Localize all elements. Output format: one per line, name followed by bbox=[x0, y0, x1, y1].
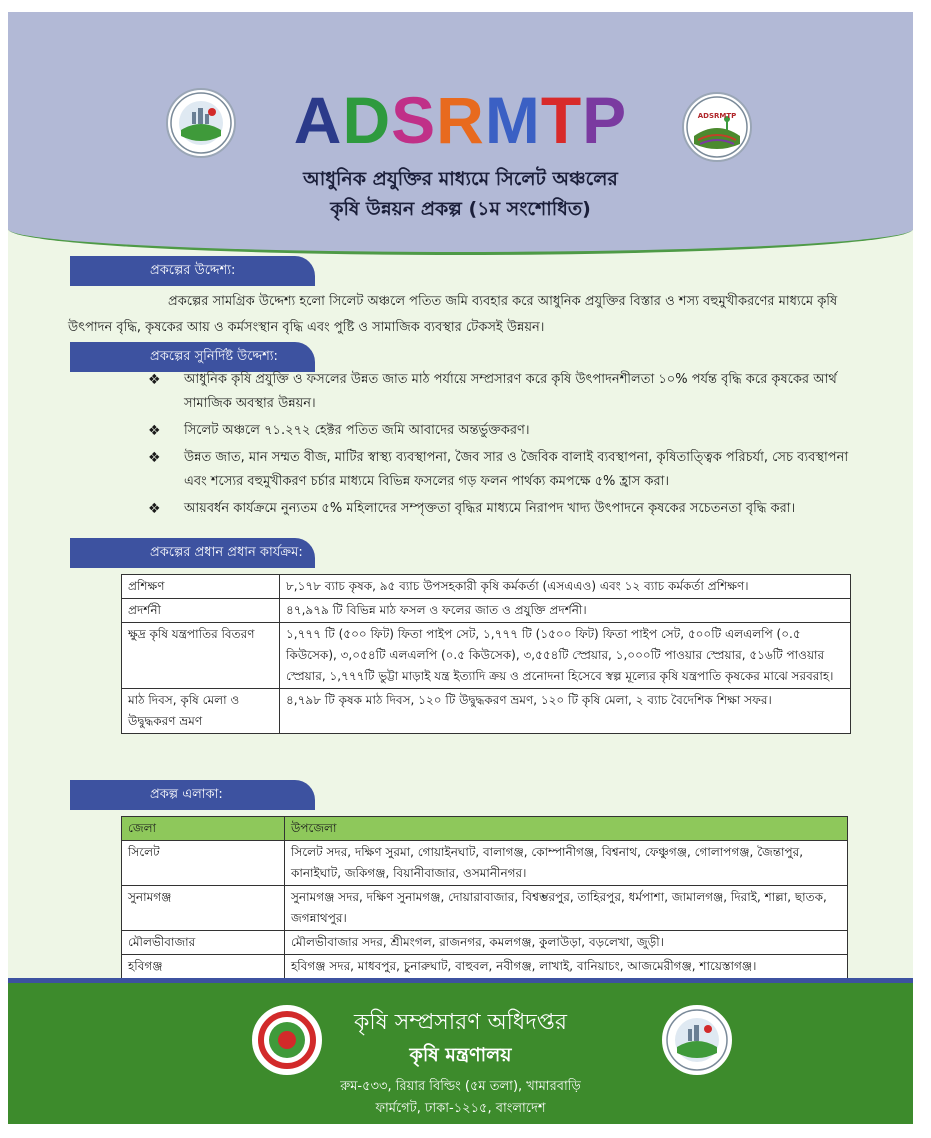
objective-item-text: উন্নত জাত, মান সম্মত বীজ, মাটির স্বাস্থ্য ব্যবস্থাপনা, জৈব সার ও জৈবিক বালাই ব্যবস্থাপনা, কৃষিতাত্ত্বিক পরিচর্যা, সেচ ব্যবস্থাপনা এবং শস্যের বহুমুখীকরণ চর্চার মাধ্যমে বিভিন্ন ফসলের গড় ফলন পার্থক্য কমপক্ষে ৫% হ্রাস করা। bbox=[184, 450, 849, 489]
adsrmtp-logo-right bbox=[682, 92, 752, 162]
table-row bbox=[122, 623, 851, 689]
title-letter: D bbox=[342, 83, 392, 157]
table-row bbox=[122, 575, 851, 599]
row-label-cell: হবিগঞ্জ bbox=[122, 955, 285, 979]
activities-table bbox=[121, 574, 851, 734]
row-value-cell: ৮,১৭৮ ব্যাচ কৃষক, ৯৫ ব্যাচ উপসহকারী কৃষি কর্মকর্তা (এসএএও) এবং ১২ ব্যাচ কর্মকর্তা প্রশিক্ষণ। bbox=[280, 575, 851, 599]
table-header-cell: উপজেলা bbox=[285, 817, 848, 841]
specific-objectives-heading: প্রকল্পের সুনির্দিষ্ট উদ্দেশ্য: bbox=[70, 342, 315, 372]
title-letter: P bbox=[582, 83, 628, 157]
row-value-cell: সিলেট সদর, দক্ষিণ সুরমা, গোয়াইনঘাট, বালাগঞ্জ, কোম্পানীগঞ্জ, বিশ্বনাথ, ফেঞ্চুগঞ্জ, গোলাপগঞ্জ, জৈন্তাপুর, কানাইঘাট, জকিগঞ্জ, বিয়ানীবাজার, ওসমানীনগর। bbox=[285, 841, 848, 886]
project-acronym-title bbox=[8, 82, 913, 158]
diamond-bullet-icon: ❖ bbox=[148, 450, 161, 466]
objective-item-text: সিলেট অঞ্চলে ৭১.২৭২ হেক্টর পতিত জমি আবাদের অন্তর্ভুক্তকরণ। bbox=[184, 423, 530, 438]
objective-item-text: আধুনিক কৃষি প্রযুক্তি ও ফসলের উন্নত জাত মাঠ পর্যায়ে সম্প্রসারণ করে কৃষি উৎপাদনশীলতা ১০% পর্যন্ত বৃদ্ধি করে কৃষকের আর্থ সামাজিক অবস্থার উন্নয়ন। bbox=[184, 372, 837, 411]
objective-list-item bbox=[148, 368, 868, 416]
row-label-cell: ক্ষুদ্র কৃষি যন্ত্রপাতির বিতরণ bbox=[122, 623, 280, 689]
objective-list-item bbox=[148, 446, 868, 494]
table-row bbox=[122, 886, 848, 931]
row-label-cell: প্রশিক্ষণ bbox=[122, 575, 280, 599]
footer-address-line-1: রুম-৫৩৩, রিয়ার বিল্ডিং (৫ম তলা), খামারবাড়ি bbox=[340, 1079, 581, 1094]
row-label-cell: সিলেট bbox=[122, 841, 285, 886]
header-banner bbox=[8, 12, 913, 255]
row-value-cell: মৌলভীবাজার সদর, শ্রীমংগল, রাজনগর, কমলগঞ্জ, কুলাউড়া, বড়লেখা, জুড়ী। bbox=[285, 931, 848, 955]
footer-ministry: কৃষি মন্ত্রণালয় bbox=[409, 1044, 512, 1066]
footer-address-line-2: ফার্মগেট, ঢাকা-১২১৫, বাংলাদেশ bbox=[375, 1101, 546, 1116]
table-header-row bbox=[122, 817, 848, 841]
subtitle-line-1: আধুনিক প্রযুক্তির মাধ্যমে সিলেট অঞ্চলের bbox=[303, 168, 618, 190]
row-label-cell: সুনামগঞ্জ bbox=[122, 886, 285, 931]
brochure-page bbox=[8, 12, 913, 1124]
objective-heading: প্রকল্পের উদ্দেশ্য: bbox=[70, 256, 315, 286]
diamond-bullet-icon: ❖ bbox=[148, 423, 161, 439]
row-value-cell: হবিগঞ্জ সদর, মাধবপুর, চুনারুঘাট, বাহুবল, নবীগঞ্জ, লাখাই, বানিয়াচং, আজমেরীগঞ্জ, শায়েস্তাগঞ্জ। bbox=[285, 955, 848, 979]
table-row bbox=[122, 841, 848, 886]
objective-item-text: আয়বর্ধন কার্যক্রমে নুন্যতম ৫% মহিলাদের সম্পৃক্ততা বৃদ্ধির মাধ্যমে নিরাপদ খাদ্য উৎপাদনে কৃষকের সচেতনতা বৃদ্ধি করা। bbox=[184, 501, 796, 516]
row-value-cell: সুনামগঞ্জ সদর, দক্ষিণ সুনামগঞ্জ, দোয়ারাবাজার, বিশ্বম্ভরপুর, তাহিরপুর, ধর্মপাশা, জামালগঞ্জ, দিরাই, শাল্লা, ছাতক, জগন্নাথপুর। bbox=[285, 886, 848, 931]
row-value-cell: ৪,৭৯৮ টি কৃষক মাঠ দিবস, ১২০ টি উদ্বুদ্ধকরণ ভ্রমণ, ১২০ টি কৃষি মেলা, ২ ব্যাচ বৈদেশিক শিক্ষা সফর। bbox=[280, 689, 851, 734]
row-label-cell: প্রদর্শনী bbox=[122, 599, 280, 623]
activities-heading: প্রকল্পের প্রধান প্রধান কার্যক্রম: bbox=[70, 538, 315, 568]
objective-list-item bbox=[148, 497, 868, 521]
subtitle-line-2: কৃষি উন্নয়ন প্রকল্প (১ম সংশোধিত) bbox=[330, 198, 591, 220]
footer-banner bbox=[8, 978, 913, 1124]
row-value-cell: ৪৭,৯৭৯ টি বিভিন্ন মাঠ ফসল ও ফলের জাত ও প্রযুক্তি প্রদর্শনী। bbox=[280, 599, 851, 623]
area-heading: প্রকল্প এলাকা: bbox=[70, 780, 315, 810]
row-label-cell: মাঠ দিবস, কৃষি মেলা ও উদ্বুদ্ধকরণ ভ্রমণ bbox=[122, 689, 280, 734]
specific-objectives-list bbox=[148, 368, 868, 524]
table-row bbox=[122, 931, 848, 955]
project-area-table bbox=[121, 816, 848, 979]
diamond-bullet-icon: ❖ bbox=[148, 372, 161, 388]
footer-org-name: কৃষি সম্প্রসারণ অধিদপ্তর bbox=[354, 1010, 567, 1035]
objective-text: প্রকল্পের সামগ্রিক উদ্দেশ্য হলো সিলেট অঞ্চলে পতিত জমি ব্যবহার করে আধুনিক প্রযুক্তির বিস্তার ও শস্য বহুমুখীকরণের মাধ্যমে কৃষি উৎপাদন বৃদ্ধি, কৃষকের আয় ও কর্মসংস্থান বৃদ্ধি এবং পুষ্টি ও সামাজিক ব্যবস্থার টেকসই উন্নয়ন। bbox=[68, 294, 838, 335]
diamond-bullet-icon: ❖ bbox=[148, 501, 161, 517]
title-letter: T bbox=[540, 83, 583, 157]
table-row bbox=[122, 599, 851, 623]
title-letter: S bbox=[391, 83, 437, 157]
table-header-cell: জেলা bbox=[122, 817, 285, 841]
title-letter: M bbox=[484, 83, 541, 157]
table-row bbox=[122, 955, 848, 979]
row-value-cell: ১,৭৭৭ টি (৫০০ ফিট) ফিতা পাইপ সেট, ১,৭৭৭ টি (১৫০০ ফিট) ফিতা পাইপ সেট, ৫০০টি এলএলপি (০.৫ কিউসেক), ৩,০৫৪টি এলএলপি (০.৫ কিউসেক), ৩,৫৫৪টি স্প্রেয়ার, ১,০০০টি পাওয়ার স্প্রেয়ার, ৫১৬টি পাওয়ার স্প্রেয়ার, ১,৭৭৭টি ভুট্টা মাড়াই যন্ত্র ইত্যাদি ক্রয় ও প্রনোদনা হিসেবে স্বল্প মূল্যের কৃষি যন্ত্রপাতি কৃষকের মাঝে সরবরাহ। bbox=[280, 623, 851, 689]
title-letter: A bbox=[293, 83, 343, 157]
title-letter: R bbox=[436, 83, 485, 157]
project-subtitle bbox=[8, 164, 913, 224]
row-label-cell: মৌলভীবাজার bbox=[122, 931, 285, 955]
right-logo-text: ADSRMTP bbox=[697, 112, 737, 120]
table-row bbox=[122, 689, 851, 734]
objective-list-item bbox=[148, 419, 868, 443]
